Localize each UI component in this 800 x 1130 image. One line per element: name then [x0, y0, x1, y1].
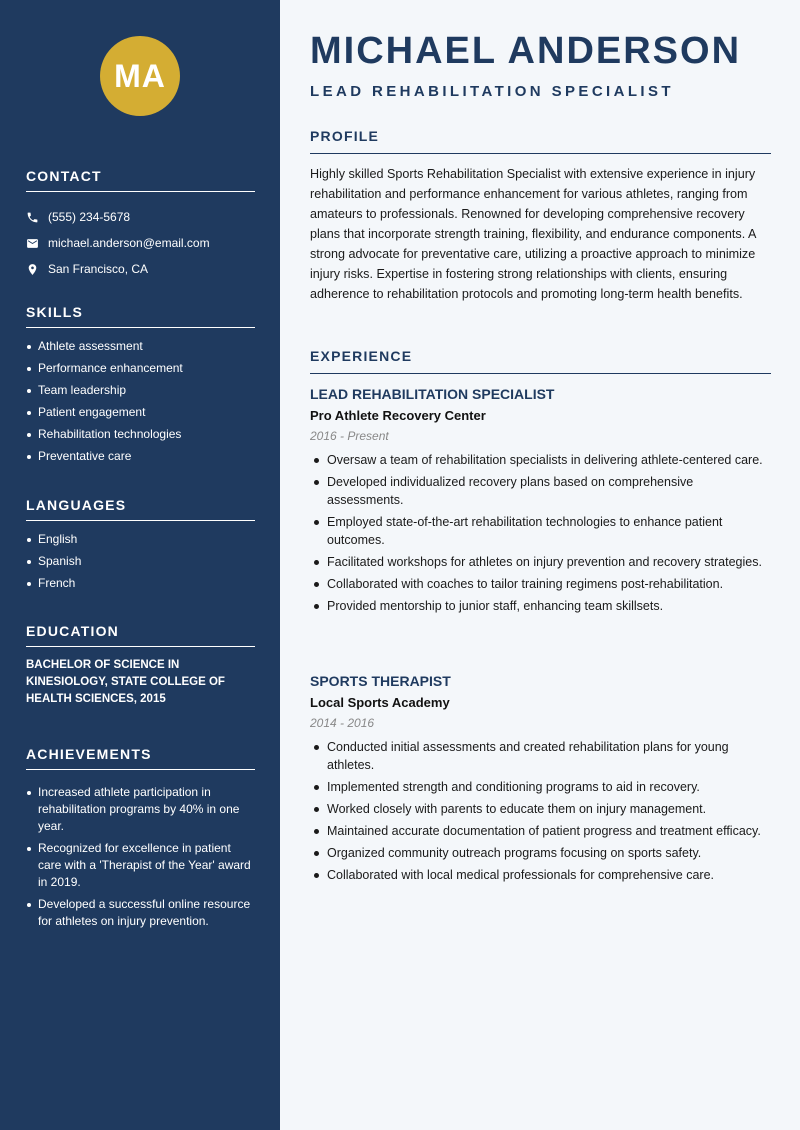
- language-item: English: [26, 531, 255, 548]
- job-bullet: Developed individualized recovery plans based on comprehensive assessments.: [310, 473, 771, 509]
- skill-item: Performance enhancement: [26, 360, 255, 377]
- location-pin-icon: [26, 263, 39, 276]
- experience-heading: EXPERIENCE: [310, 348, 771, 374]
- job-bullet: Provided mentorship to junior staff, enhancing team skillsets.: [310, 597, 771, 615]
- avatar-initials: MA: [114, 57, 166, 94]
- education-section: [26, 623, 255, 708]
- avatar: [100, 36, 180, 116]
- job-bullet: Oversaw a team of rehabilitation specialists in delivering athlete-centered care.: [310, 451, 771, 469]
- phone-icon: [26, 211, 39, 224]
- contact-email-text: michael.anderson@email.com: [48, 236, 210, 250]
- contact-list: [26, 204, 255, 282]
- achievements-list: [26, 784, 255, 930]
- skill-item: Team leadership: [26, 382, 255, 399]
- skills-section: [26, 304, 255, 470]
- skill-item: Patient engagement: [26, 404, 255, 421]
- job-bullet: Maintained accurate documentation of patient progress and treatment efficacy.: [310, 822, 771, 840]
- profile-section: [310, 128, 771, 304]
- sidebar: [0, 0, 280, 1130]
- languages-heading: LANGUAGES: [26, 497, 255, 521]
- job-bullet: Collaborated with coaches to tailor training regimens post-rehabilitation.: [310, 575, 771, 593]
- contact-phone-text: (555) 234-5678: [48, 210, 131, 224]
- contact-location-text: San Francisco, CA: [48, 262, 149, 276]
- achievement-item: Recognized for excellence in patient care with a 'Therapist of the Year' award in 2019.: [26, 840, 255, 891]
- skill-item: Rehabilitation technologies: [26, 426, 255, 443]
- achievements-section: [26, 746, 255, 935]
- job-entry: [310, 386, 771, 619]
- education-heading: EDUCATION: [26, 623, 255, 647]
- experience-section: [310, 348, 771, 374]
- contact-location: [26, 256, 255, 282]
- job-bullets: [310, 738, 771, 884]
- job-company: Local Sports Academy: [310, 695, 450, 710]
- achievement-item: Developed a successful online resource for athletes on injury prevention.: [26, 896, 255, 930]
- job-bullets: [310, 451, 771, 615]
- education-degree: BACHELOR OF SCIENCE IN KINESIOLOGY, STATE COLLEGE OF HEALTH SCIENCES, 2015: [26, 659, 225, 705]
- contact-phone: [26, 204, 255, 230]
- job-entry: [310, 673, 771, 888]
- job-bullet: Collaborated with local medical professionals for comprehensive care.: [310, 866, 771, 884]
- email-icon: [26, 237, 39, 250]
- skills-heading: SKILLS: [26, 304, 255, 328]
- job-bullet: Organized community outreach programs focusing on sports safety.: [310, 844, 771, 862]
- job-dates: 2016 - Present: [310, 429, 389, 443]
- job-company: Pro Athlete Recovery Center: [310, 408, 486, 423]
- main-content: [280, 0, 800, 1130]
- candidate-role: LEAD REHABILITATION SPECIALIST: [310, 83, 674, 100]
- job-dates: 2014 - 2016: [310, 716, 375, 730]
- job-bullet: Employed state-of-the-art rehabilitation technologies to enhance patient outcomes.: [310, 513, 771, 549]
- profile-text: Highly skilled Sports Rehabilitation Specialist with extensive experience in injury rehabilitation and performance enhancement for various athletes, ranging from amateurs to professionals. Renowned for developing comprehensive recovery plans that incorporate strength training, flexibility, and endurance components. A strong advocate for preventative care, utilizing a proactive approach to minimize injury risks. Expertise in fostering strong relationships with clients, ensuring adherence to rehabilitation protocols and promoting long-term health benefits.: [310, 167, 756, 301]
- language-item: French: [26, 575, 255, 592]
- contact-email: [26, 230, 255, 256]
- contact-section: [26, 168, 255, 282]
- languages-section: [26, 497, 255, 597]
- candidate-name: MICHAEL ANDERSON: [310, 30, 742, 72]
- job-bullet: Worked closely with parents to educate them on injury management.: [310, 800, 771, 818]
- skill-item: Athlete assessment: [26, 338, 255, 355]
- job-bullet: Conducted initial assessments and created rehabilitation plans for young athletes.: [310, 738, 771, 774]
- achievements-heading: ACHIEVEMENTS: [26, 746, 255, 770]
- contact-heading: CONTACT: [26, 168, 255, 192]
- job-bullet: Implemented strength and conditioning programs to aid in recovery.: [310, 778, 771, 796]
- job-title: SPORTS THERAPIST: [310, 673, 451, 689]
- job-title: LEAD REHABILITATION SPECIALIST: [310, 386, 555, 402]
- language-item: Spanish: [26, 553, 255, 570]
- skills-list: [26, 338, 255, 465]
- skill-item: Preventative care: [26, 448, 255, 465]
- achievement-item: Increased athlete participation in rehabilitation programs by 40% in one year.: [26, 784, 255, 835]
- job-bullet: Facilitated workshops for athletes on injury prevention and recovery strategies.: [310, 553, 771, 571]
- languages-list: [26, 531, 255, 592]
- profile-heading: PROFILE: [310, 128, 771, 154]
